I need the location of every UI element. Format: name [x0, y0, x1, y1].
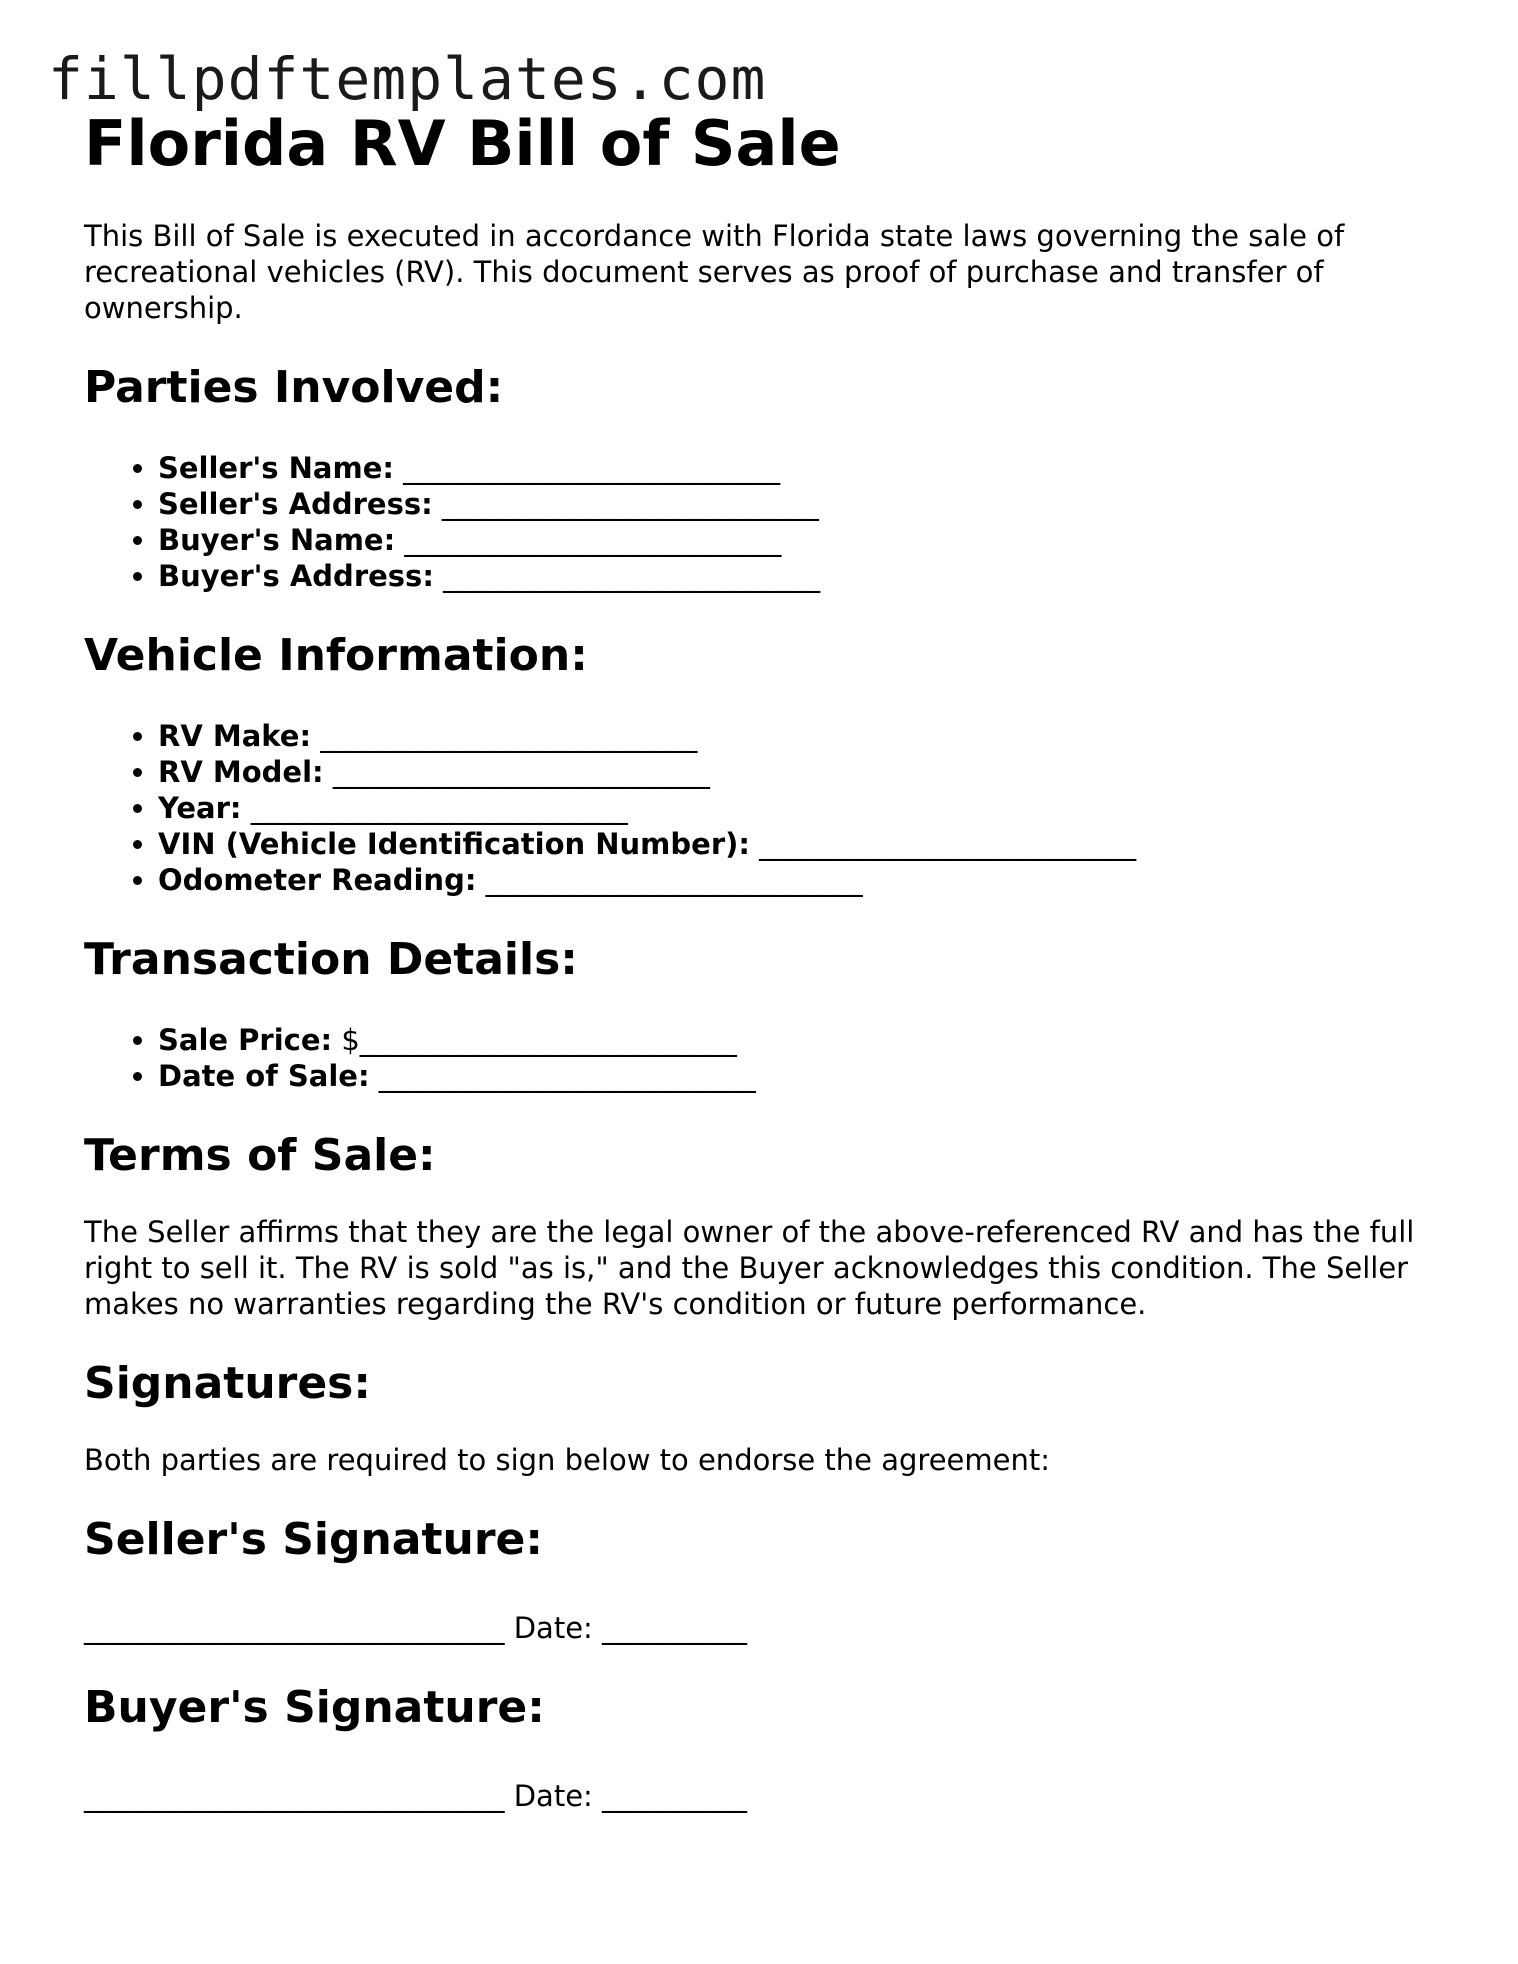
signatures-paragraph: Both parties are required to sign below to endorse the agreement: — [84, 1443, 1051, 1477]
fill-blank[interactable]: __________________________ — [433, 559, 821, 593]
fill-blank[interactable]: __________________________ — [393, 451, 781, 485]
fill-blank[interactable]: __________________________ — [749, 827, 1137, 861]
buyer-signature-heading: Buyer's Signature: — [84, 1682, 545, 1733]
list-item-rv-make — [158, 718, 1444, 754]
watermark-text: fillpdftemplates.com — [48, 45, 767, 113]
document-body — [84, 104, 1444, 1814]
buyer-signature-line[interactable]: _____________________________ Date: __________ — [84, 1779, 748, 1813]
fill-blank[interactable]: __________________________ — [311, 719, 698, 753]
list-item-year — [158, 790, 1444, 826]
field-label: Buyer's Name: — [158, 523, 396, 557]
field-label: Seller's Name: — [158, 451, 394, 485]
list-item-seller-address — [158, 486, 1444, 522]
seller-signature-line[interactable]: _____________________________ Date: __________ — [84, 1611, 748, 1645]
terms-paragraph: The Seller affirms that they are the legal owner of the above-referenced RV and has the full right to sell it. The RV is sold "as is," and the Buyer acknowledges this condition. The Seller makes no warranties regarding the RV's condition or future performance. — [84, 1215, 1415, 1321]
field-label: Buyer's Address: — [158, 559, 434, 593]
fill-blank[interactable]: __________________________ — [432, 487, 819, 521]
field-label: RV Model: — [158, 755, 324, 789]
document-title: Florida RV Bill of Sale — [84, 107, 841, 180]
parties-heading: Parties Involved: — [84, 362, 504, 413]
fill-blank[interactable]: $__________________________ — [332, 1023, 737, 1057]
list-item-odometer — [158, 862, 1444, 898]
list-item-vin — [158, 826, 1444, 862]
list-item-buyer-name — [158, 522, 1444, 558]
seller-signature-heading: Seller's Signature: — [84, 1514, 543, 1565]
intro-paragraph: This Bill of Sale is executed in accordance with Florida state laws governing the sale of recreational vehicles (RV). This document serves as proof of purchase and transfer of ownership. — [84, 219, 1345, 325]
field-label: Sale Price: — [158, 1023, 333, 1057]
field-label: VIN (Vehicle Identification Number): — [158, 827, 750, 861]
field-label: Seller's Address: — [158, 487, 433, 521]
field-label: RV Make: — [158, 719, 312, 753]
list-item-buyer-address — [158, 558, 1444, 594]
fill-blank[interactable]: __________________________ — [369, 1059, 756, 1093]
list-item-sale-price — [158, 1022, 1444, 1058]
list-item-seller-name — [158, 450, 1444, 486]
fill-blank[interactable]: __________________________ — [476, 863, 863, 897]
field-label: Year: — [158, 791, 242, 825]
list-item-rv-model — [158, 754, 1444, 790]
fill-blank[interactable]: __________________________ — [395, 523, 782, 557]
terms-heading: Terms of Sale: — [84, 1130, 436, 1181]
vehicle-list — [84, 718, 1444, 898]
parties-list — [84, 450, 1444, 594]
field-label: Odometer Reading: — [158, 863, 477, 897]
field-label: Date of Sale: — [158, 1059, 370, 1093]
fill-blank[interactable]: __________________________ — [241, 791, 628, 825]
signatures-heading: Signatures: — [84, 1358, 371, 1409]
vehicle-heading: Vehicle Information: — [84, 630, 588, 681]
transaction-heading: Transaction Details: — [84, 934, 578, 985]
list-item-date-of-sale — [158, 1058, 1444, 1094]
fill-blank[interactable]: __________________________ — [323, 755, 710, 789]
transaction-list — [84, 1022, 1444, 1094]
